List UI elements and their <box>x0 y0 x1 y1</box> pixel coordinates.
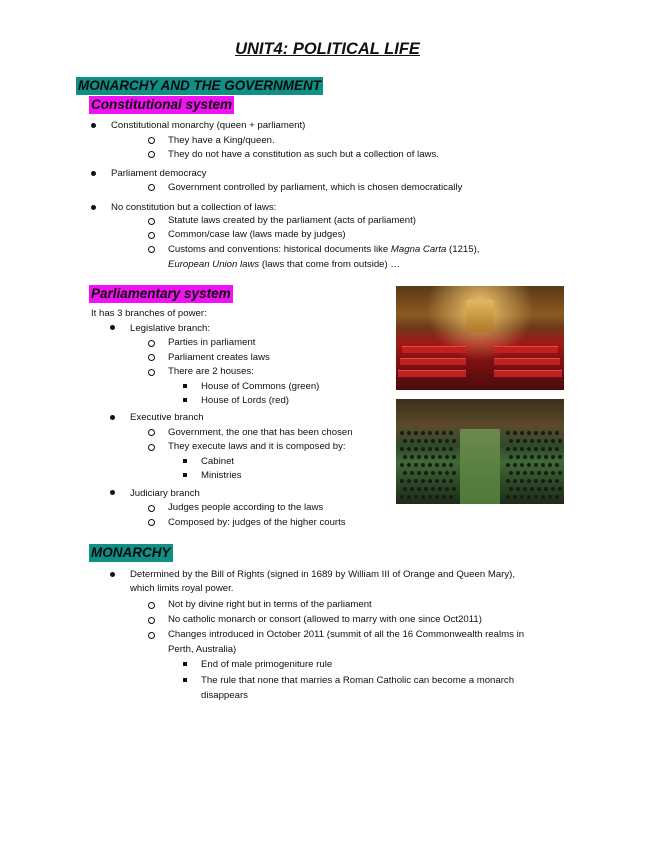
bench-shape <box>494 370 562 377</box>
crowd-dot <box>523 439 527 443</box>
list-item-customs <box>168 243 479 256</box>
list-item: No catholic monarch or consort (allowed to marry with one since Oct2011) <box>168 614 482 625</box>
crowd-dot <box>414 463 418 467</box>
crowd-dot <box>551 455 555 459</box>
crowd-dot <box>551 471 555 475</box>
crowd-dot <box>509 487 513 491</box>
bullet-circle <box>148 505 155 512</box>
crowd-dot <box>513 463 517 467</box>
crowd-dot <box>449 495 453 499</box>
crowd-dot <box>417 487 421 491</box>
crowd-dot <box>548 495 552 499</box>
crowd-dot <box>534 479 538 483</box>
crowd-dot <box>445 471 449 475</box>
subheading-parliamentary-system: Parliamentary system <box>91 286 231 301</box>
crowd-dot <box>442 479 446 483</box>
bullet-circle <box>148 617 155 624</box>
list-item: Determined by the Bill of Rights (signed in 1689 by William III of Orange and Queen Mary), <box>130 569 515 580</box>
crowd-dot <box>442 495 446 499</box>
crowd-dot <box>555 463 559 467</box>
crowd-dot <box>537 439 541 443</box>
crowd-dot <box>414 431 418 435</box>
crowd-dot <box>431 439 435 443</box>
crowd-dot <box>445 439 449 443</box>
crowd-dot <box>527 463 531 467</box>
crowd-dot <box>407 431 411 435</box>
crowd-dot <box>442 431 446 435</box>
crowd-dot <box>449 479 453 483</box>
crowd-dot <box>534 447 538 451</box>
crowd-dot <box>431 471 435 475</box>
crowd-dot <box>438 455 442 459</box>
section-heading-monarchy-government: MONARCHY AND THE GOVERNMENT <box>78 78 322 93</box>
crowd-dot <box>400 479 404 483</box>
crowd-dot <box>530 487 534 491</box>
bullet-circle <box>148 151 155 158</box>
bullet-square <box>183 459 187 463</box>
crowd-dot <box>452 487 456 491</box>
bench-shape <box>400 358 466 365</box>
crowd-dot <box>424 455 428 459</box>
crowd-dot <box>506 431 510 435</box>
crowd-dot <box>537 471 541 475</box>
crowd-dot <box>527 447 531 451</box>
list-item: Not by divine right but in terms of the parliament <box>168 599 372 610</box>
crowd-dot <box>537 455 541 459</box>
crowd-dot <box>428 447 432 451</box>
list-item: Changes introduced in October 2011 (summit of all the 16 Commonwealth realms in <box>168 629 525 640</box>
crowd-dot <box>555 431 559 435</box>
crowd-dot <box>410 487 414 491</box>
crowd-dot <box>414 479 418 483</box>
bullet-square <box>183 384 187 388</box>
crowd-dot <box>534 463 538 467</box>
crowd-dot <box>400 447 404 451</box>
list-item: They have a King/queen. <box>168 135 275 146</box>
crowd-dot <box>555 479 559 483</box>
list-item-continuation: Perth, Australia) <box>168 644 237 655</box>
crowd-dot <box>428 495 432 499</box>
crowd-dot <box>435 479 439 483</box>
list-item: There are 2 houses: <box>168 366 254 377</box>
crowd-dot <box>435 431 439 435</box>
crowd-dot <box>544 439 548 443</box>
crowd-dot <box>541 431 545 435</box>
crowd-dot <box>516 487 520 491</box>
list-item-eu-laws <box>168 258 400 271</box>
crowd-dot <box>506 479 510 483</box>
crowd-dot <box>435 447 439 451</box>
crowd-dot <box>442 463 446 467</box>
crowd-dot <box>506 463 510 467</box>
bullet-disc <box>110 415 115 420</box>
list-item: Cabinet <box>201 456 235 467</box>
list-item: Government controlled by parliament, which is chosen democratically <box>168 182 463 193</box>
crowd-dot <box>428 431 432 435</box>
crowd-dot <box>555 495 559 499</box>
bullet-circle <box>148 632 155 639</box>
crowd-dot <box>403 455 407 459</box>
crowd-dot <box>527 479 531 483</box>
crowd-dot <box>417 471 421 475</box>
bullet-circle <box>148 340 155 347</box>
crowd-dot <box>403 471 407 475</box>
bullet-circle <box>148 429 155 436</box>
crowd-dot <box>431 455 435 459</box>
crowd-dot <box>435 495 439 499</box>
bullet-circle <box>148 246 155 253</box>
crowd-dot <box>523 471 527 475</box>
crowd-dot <box>523 487 527 491</box>
crowd-dot <box>509 455 513 459</box>
bullet-circle <box>148 232 155 239</box>
list-item: They execute laws and it is composed by: <box>168 441 346 452</box>
list-item: Common/case law (laws made by judges) <box>168 229 346 240</box>
crowd-dot <box>558 487 562 491</box>
list-item: Government, the one that has been chosen <box>168 427 353 438</box>
bench-shape <box>402 346 466 353</box>
crowd-dot <box>544 471 548 475</box>
crowd-dot <box>513 479 517 483</box>
crowd-dot <box>551 439 555 443</box>
crowd-dot <box>520 431 524 435</box>
crowd-dot <box>544 487 548 491</box>
crowd-dot <box>452 471 456 475</box>
crowd-dot <box>548 479 552 483</box>
crowd-dot <box>421 447 425 451</box>
text-run: Customs and conventions: historical documents like <box>168 244 391 255</box>
list-item: Parliament creates laws <box>168 352 270 363</box>
crowd-dot <box>516 471 520 475</box>
list-item: Ministries <box>201 470 242 481</box>
crowd-dot <box>520 495 524 499</box>
crowd-dot <box>438 471 442 475</box>
list-item: Parties in parliament <box>168 337 256 348</box>
crowd-dot <box>431 487 435 491</box>
crowd-dot <box>417 455 421 459</box>
crowd-dot <box>513 495 517 499</box>
list-item: Judges people according to the laws <box>168 502 324 513</box>
crowd-dot <box>516 455 520 459</box>
crowd-dot <box>555 447 559 451</box>
bullet-disc <box>91 123 96 128</box>
crowd-dot <box>513 447 517 451</box>
list-item: House of Lords (red) <box>201 395 289 406</box>
bullet-circle <box>148 137 155 144</box>
crowd-dot <box>424 487 428 491</box>
list-item: House of Commons (green) <box>201 381 320 392</box>
crowd-dot <box>414 495 418 499</box>
bullet-square <box>183 678 187 682</box>
crowd-dot <box>534 431 538 435</box>
bullet-circle <box>148 354 155 361</box>
crowd-dot <box>452 455 456 459</box>
bullet-circle <box>148 184 155 191</box>
crowd-dot <box>541 479 545 483</box>
crowd-dot <box>400 431 404 435</box>
crowd-dot <box>435 463 439 467</box>
list-item: Constitutional monarchy (queen + parliament) <box>111 120 306 131</box>
bench-shape <box>398 370 466 377</box>
bullet-circle <box>148 519 155 526</box>
list-item: No constitution but a collection of laws: <box>111 202 277 213</box>
bullet-disc <box>91 205 96 210</box>
crowd-dot <box>403 487 407 491</box>
crowd-dot <box>449 447 453 451</box>
crowd-dot <box>509 471 513 475</box>
crowd-dot <box>403 439 407 443</box>
bullet-square <box>183 662 187 666</box>
bullet-circle <box>148 444 155 451</box>
intro-text: It has 3 branches of power: <box>91 308 207 319</box>
crowd-dot <box>421 431 425 435</box>
crowd-dot <box>520 463 524 467</box>
list-item: Statute laws created by the parliament (acts of parliament) <box>168 215 416 226</box>
crowd-dot <box>523 455 527 459</box>
text-run-italic: European Union laws <box>168 259 260 270</box>
crowd-dot <box>407 447 411 451</box>
bullet-square <box>183 398 187 402</box>
crowd-dot <box>421 463 425 467</box>
crowd-dot <box>400 495 404 499</box>
bullet-circle <box>148 369 155 376</box>
bench-shape <box>494 358 560 365</box>
text-run: (1215), <box>446 244 480 255</box>
crowd-dot <box>421 479 425 483</box>
bullet-disc <box>91 171 96 176</box>
crowd-dot <box>410 471 414 475</box>
crowd-dot <box>537 487 541 491</box>
crowd-dot <box>551 487 555 491</box>
crowd-dot <box>506 495 510 499</box>
list-item: Executive branch <box>130 412 204 423</box>
crowd-dot <box>558 439 562 443</box>
crowd-dot <box>400 463 404 467</box>
house-of-lords-photo <box>396 286 564 390</box>
crowd-dot <box>530 471 534 475</box>
crowd-dot <box>449 463 453 467</box>
crowd-dot <box>548 447 552 451</box>
crowd-dot <box>558 455 562 459</box>
crowd-dot <box>520 447 524 451</box>
list-item-continuation: disappears <box>201 690 248 701</box>
list-item-continuation: which limits royal power. <box>130 583 234 594</box>
bullet-circle <box>148 602 155 609</box>
text-run-italic: Magna Carta <box>390 244 447 255</box>
bullet-disc <box>110 325 115 330</box>
bench-shape <box>494 346 558 353</box>
crowd-dot <box>410 455 414 459</box>
crowd-dot <box>449 431 453 435</box>
crowd-dot <box>506 447 510 451</box>
crowd-dot <box>534 495 538 499</box>
crowd-dot <box>527 431 531 435</box>
page-title: UNIT4: POLITICAL LIFE <box>235 40 420 58</box>
crowd-dot <box>410 439 414 443</box>
house-of-commons-photo <box>396 399 564 504</box>
crowd-dot <box>438 487 442 491</box>
crowd-dot <box>541 495 545 499</box>
crowd-dot <box>407 463 411 467</box>
crowd-dot <box>407 479 411 483</box>
list-item: Composed by: judges of the higher courts <box>168 517 346 528</box>
bullet-disc <box>110 490 115 495</box>
list-item: Legislative branch: <box>130 323 210 334</box>
list-item: Judiciary branch <box>130 488 200 499</box>
aisle-shape <box>460 429 500 504</box>
crowd-dot <box>438 439 442 443</box>
list-item: Parliament democracy <box>111 168 207 179</box>
crowd-dot <box>417 439 421 443</box>
crowd-dot <box>530 455 534 459</box>
crowd-dot <box>544 455 548 459</box>
list-item: The rule that none that marries a Roman Catholic can become a monarch <box>201 675 515 686</box>
crowd-dot <box>548 431 552 435</box>
crowd-dot <box>541 463 545 467</box>
crowd-dot <box>513 431 517 435</box>
crowd-dot <box>414 447 418 451</box>
throne-shape <box>466 300 494 332</box>
crowd-dot <box>424 439 428 443</box>
crowd-dot <box>509 439 513 443</box>
list-item: End of male primogeniture rule <box>201 659 333 670</box>
crowd-dot <box>520 479 524 483</box>
crowd-dot <box>541 447 545 451</box>
crowd-dot <box>548 463 552 467</box>
crowd-dot <box>516 439 520 443</box>
crowd-dot <box>424 471 428 475</box>
crowd-dot <box>445 455 449 459</box>
crowd-dot <box>428 463 432 467</box>
crowd-dot <box>452 439 456 443</box>
text-run: (laws that come from outside) … <box>259 259 400 270</box>
bullet-disc <box>110 572 115 577</box>
crowd-dot <box>558 471 562 475</box>
subheading-constitutional-system: Constitutional system <box>91 97 233 112</box>
crowd-dot <box>530 439 534 443</box>
crowd-dot <box>428 479 432 483</box>
crowd-dot <box>445 487 449 491</box>
crowd-dot <box>527 495 531 499</box>
crowd-dot <box>407 495 411 499</box>
list-item: They do not have a constitution as such but a collection of laws. <box>168 149 439 160</box>
bullet-square <box>183 473 187 477</box>
crowd-dot <box>421 495 425 499</box>
section-heading-monarchy: MONARCHY <box>91 545 171 560</box>
crowd-dot <box>442 447 446 451</box>
bullet-circle <box>148 218 155 225</box>
